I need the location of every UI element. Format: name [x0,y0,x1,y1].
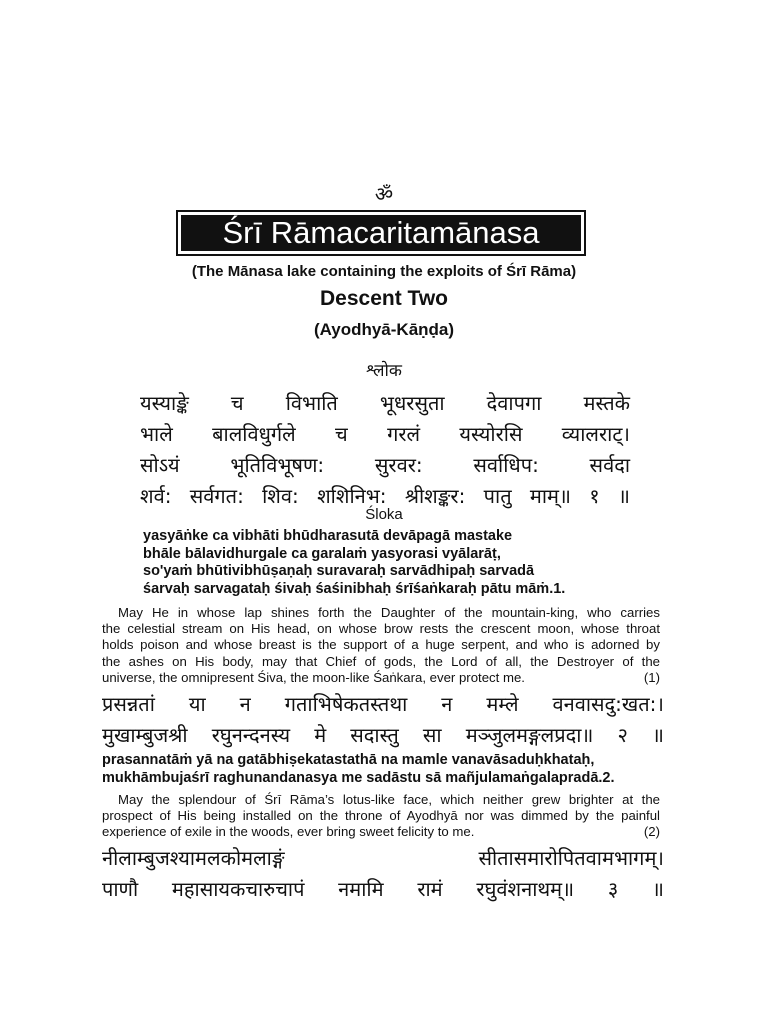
translation-text: universe, the omnipresent Śiva, the moon-like Śaṅkara, ever protect me. [102,669,525,685]
verse-1-transliteration [143,528,613,598]
title-frame [176,210,586,256]
verse-number: (2) [643,824,660,840]
translit-line: so'yaṁ bhūtivibhūṣaṇaḥ suravaraḥ sarvādhipaḥ sarvadā [143,563,535,579]
kanda-heading: (Ayodhyā-Kāṇḍa) [313,320,455,339]
verse-line: यस्याङ्के च विभाति भूधरसुता देवापगा मस्तके [140,391,630,415]
translation-line: prospect of His being installed on the throne of Ayodhyā nor was dimmed by the painful [102,808,660,824]
translation-line: holds poison and whose breast is the support of a huge serpent, and who is adorned by [102,637,660,653]
translation-line-last [102,670,660,686]
verse-line: शर्व: सर्वगत: शिव: शशिनिभ: श्रीशङ्कर: पातु माम्॥ १ ॥ [140,484,630,508]
translit-line: bhāle bālavidhurgale ca garalaṁ yasyorasi vyālarāṭ, [143,545,501,562]
verse-1-devanagari [140,388,630,512]
om-symbol: ॐ [374,182,394,206]
translation-line: May He in whose lap shines forth the Daughter of the mountain-king, who carries [118,605,660,620]
verse-line: सोऽयं भूतिविभूषण: सुरवर: सर्वाधिप: सर्वदा [140,453,630,477]
translit-line: yasyāṅke ca vibhāti bhūdharasutā devāpagā mastake [143,528,513,544]
translation-line: the ashes on His body, may that Chief of gods, the Lord of all, the Destroyer of the [102,653,660,669]
verse-3-devanagari [102,843,664,905]
shloka-heading: श्लोक [366,361,402,381]
translit-line: śarvaḥ sarvagataḥ śivaḥ śaśinibhaḥ śrīśaṅkaraḥ pātu māṁ.1. [143,580,566,597]
verse-2-transliteration [102,752,672,787]
translation-line-last [102,824,660,840]
subtitle: (The Mānasa lake containing the exploits of Śrī Rāma) [191,263,577,280]
verse-line: पाणौ महासायकचारुचापं नमामि रामं रघुवंशनाथम्॥ ३ ॥ [102,877,664,901]
translit-line: prasannatāṁ yā na gatābhiṣekatastathā na mamle vanavāsaduḥkhataḥ, [102,752,595,768]
verse-line: भाले बालविधुर्गले च गरलं यस्योरसि व्यालराट्। [140,422,630,446]
translation-text: experience of exile in the woods, ever bring sweet felicity to me. [102,824,475,840]
verse-2-translation [102,792,660,841]
translation-line: the celestial stream on His head, on whose brow rests the crescent moon, whose throat [102,621,660,637]
page-title: Śrī Rāmacaritamānasa [181,215,581,251]
translation-line: May the splendour of Śrī Rāma’s lotus-like face, which neither grew brighter at the [118,792,660,807]
sloka-label: Śloka [365,506,403,523]
verse-line: नीलाम्बुजश्यामलकोमलाङ्गं सीतासमारोपितवामभागम्। [102,846,664,870]
verse-line: मुखाम्बुजश्री रघुनन्दनस्य मे सदास्तु सा मञ्जुलमङ्गलप्रदा॥ २ ॥ [102,723,664,747]
verse-number: (1) [643,669,660,685]
translit-line: mukhāmbujaśrī raghunandanasya me sadāstu sā mañjulamaṅgalapradā.2. [102,769,615,786]
verse-2-devanagari [102,689,664,751]
verse-line: प्रसन्नतां या न गताभिषेकतस्तथा न मम्ले वनवासदु:खत:। [102,692,664,716]
verse-1-translation [102,605,660,686]
descent-heading: Descent Two [320,287,448,310]
